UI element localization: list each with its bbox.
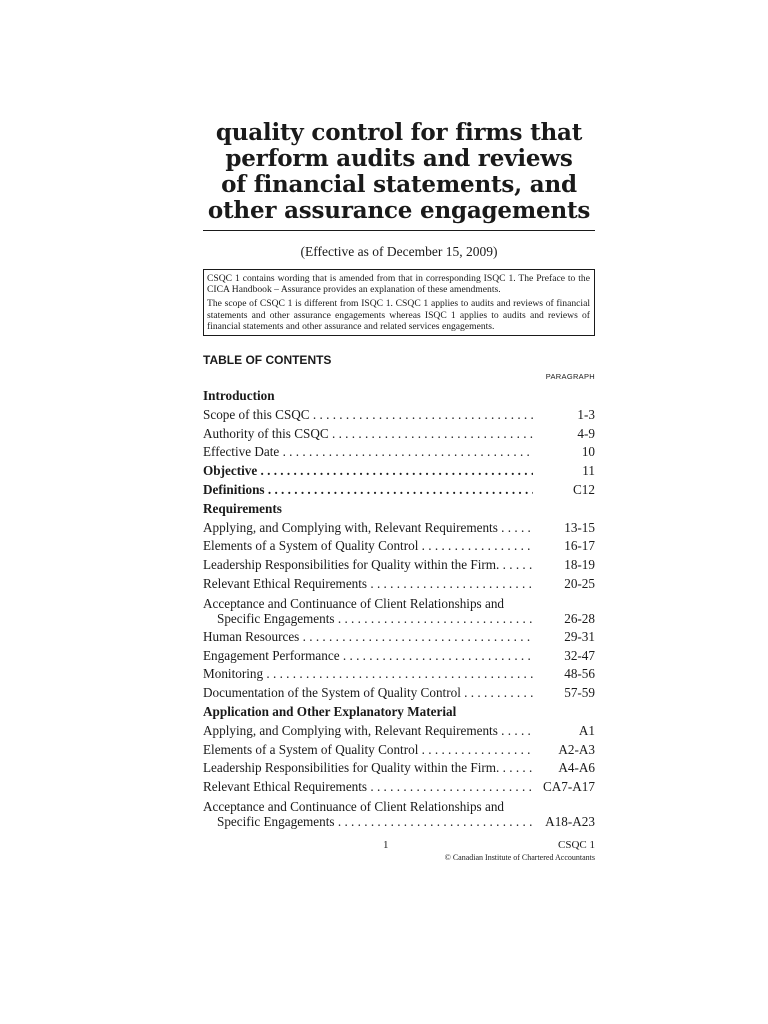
toc-entry-paragraph-ref: 13-15 [564,519,595,535]
toc-entry[interactable] [203,425,595,444]
toc-entry-label: Effective Date . . . [203,443,533,462]
toc-entry-label-line: Acceptance and Continuance of Client Relationships and [203,798,505,814]
toc-entry-label: Documentation of the System of Quality Control . . . [203,684,533,703]
toc-entry-paragraph-ref: A2-A3 [558,741,595,757]
toc-entry-label: Leadership Responsibilities for Quality within the Firm. . . . [203,556,533,575]
note-paragraph: CSQC 1 contains wording that is amended from that in corresponding ISQC 1. The Preface to the CICA Handbook – Assurance provides an explanation of these amendments. [207,273,590,296]
toc-entry-label-line: Specific Engagements . . . [203,814,533,829]
toc-entry[interactable] [203,628,595,647]
toc-entry-label [203,596,533,626]
toc-entry[interactable] [203,481,595,500]
toc-entry-paragraph-ref: A1 [578,722,595,738]
toc-entry-label: Scope of this CSQC . . . [203,406,533,425]
toc-entry-paragraph-ref: 48-56 [564,666,595,682]
toc-entry-paragraph-ref: C12 [573,482,595,497]
note-paragraph: The scope of CSQC 1 is different from ISQC 1. CSQC 1 applies to audits and reviews of financial statements and other assurance engagements whereas ISQC 1 applies to audits and reviews of financial statements and other assurance and related services engagements. [207,298,590,332]
toc-entry[interactable] [203,778,595,797]
toc-section-heading: Introduction [203,388,275,404]
toc-column-heading: PARAGRAPH [545,372,595,382]
toc-entry[interactable] [203,665,595,684]
note-box [203,269,595,336]
toc-entry-paragraph-ref: A4-A6 [558,760,595,776]
toc-heading: TABLE OF CONTENTS [203,353,332,368]
toc-entry-label: Human Resources . . . [203,628,533,647]
toc-entry-label [203,799,533,829]
title-line: of financial statements, and [221,171,577,198]
toc-entry-paragraph-ref: 57-59 [564,685,595,701]
toc-entry[interactable] [203,797,595,831]
toc-entry-label: Relevant Ethical Requirements . . . [203,575,533,594]
toc-entry-label: Relevant Ethical Requirements . . . [203,778,533,797]
toc-entry[interactable] [203,406,595,425]
toc-entry-label-line: Specific Engagements . . . [203,611,533,626]
toc-entry-label: Applying, and Complying with, Relevant Requirements . . . [203,519,533,538]
toc-entry[interactable] [203,722,595,741]
toc-entry-label: Applying, and Complying with, Relevant Requirements . . . [203,722,533,741]
toc-entry-paragraph-ref: 26-28 [564,610,595,626]
copyright-notice: © Canadian Institute of Chartered Accountants [444,852,595,862]
toc-entry-paragraph-ref: 16-17 [564,538,595,554]
toc-entry-paragraph-ref: 11 [582,463,595,479]
toc-entry-paragraph-ref: 1-3 [577,406,595,422]
toc-section-heading: Requirements [203,500,282,516]
toc-entry-paragraph-ref: 29-31 [564,628,595,644]
toc-entry[interactable] [203,575,595,594]
toc-entry-label: Monitoring . . . [203,665,533,684]
toc-entry[interactable] [203,556,595,575]
toc-entry-label: Engagement Performance . . . [203,647,533,666]
toc-entry-label: Objective . . . [203,462,533,481]
toc-entry-label: Elements of a System of Quality Control . . . [203,537,533,556]
toc-entry-label: Leadership Responsibilities for Quality within the Firm. . . . [203,759,533,778]
table-of-contents [203,387,595,831]
toc-entry[interactable] [203,647,595,666]
toc-entry-label-line: Acceptance and Continuance of Client Relationships and [203,595,505,611]
title-line: quality control for firms that [215,119,583,146]
toc-section-heading: Application and Other Explanatory Material [203,703,457,719]
toc-entry-paragraph-ref: 4-9 [577,425,595,441]
page-number: 1 [383,838,389,851]
document-title [203,120,595,224]
title-line: other assurance engagements [207,197,591,224]
toc-entry-paragraph-ref: 20-25 [564,575,595,591]
title-divider [203,230,595,231]
toc-entry-paragraph-ref: CA7-A17 [542,779,595,795]
toc-entry-paragraph-ref: 10 [581,444,595,460]
effective-date: (Effective as of December 15, 2009) [300,244,498,259]
toc-entry[interactable] [203,537,595,556]
toc-entry[interactable] [203,684,595,703]
toc-entry-paragraph-ref: A18-A23 [545,813,595,829]
toc-entry[interactable] [203,443,595,462]
toc-entry-paragraph-ref: 18-19 [564,557,595,573]
toc-entry-paragraph-ref: 32-47 [564,647,595,663]
toc-entry[interactable] [203,594,595,628]
toc-entry[interactable] [203,759,595,778]
standard-code: CSQC 1 [558,838,595,851]
document-page [203,0,595,873]
toc-entry-label: Definitions . . . [203,481,533,500]
page-footer [203,839,595,873]
toc-entry[interactable] [203,462,595,481]
toc-entry-label: Authority of this CSQC . . . [203,425,533,444]
title-line: perform audits and reviews [225,145,573,172]
toc-entry[interactable] [203,519,595,538]
toc-entry-label: Elements of a System of Quality Control . . . [203,741,533,760]
toc-entry[interactable] [203,741,595,760]
